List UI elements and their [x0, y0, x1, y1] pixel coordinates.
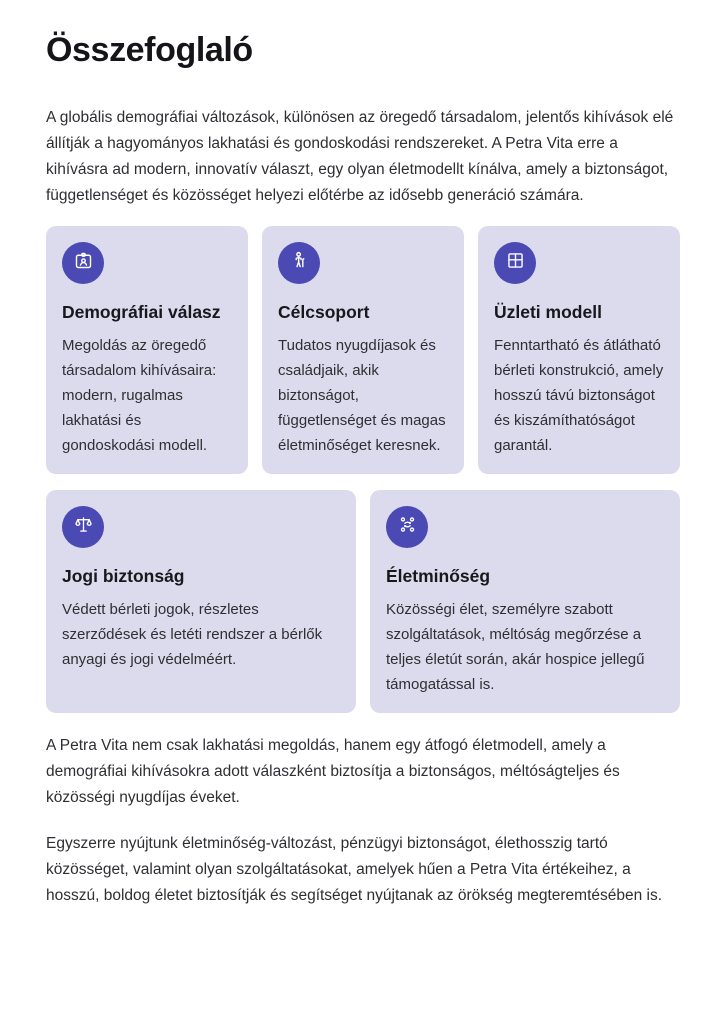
card-title: Demográfiai válasz: [62, 301, 221, 322]
card-icon-circle: [62, 242, 104, 284]
card-body: Fenntartható és átlátható bérleti konstrukció, amely hosszú távú biztonságot és kiszámíthatóságot garantál.: [494, 336, 664, 454]
outro-paragraph-1: A Petra Vita nem csak lakhatási megoldás, hanem egy átfogó életmodell, amely a demográfiai kihívásokra adott válaszként biztosítja a biztonságos, méltóságteljes és közösségi nyugdíjas éveket.: [46, 736, 620, 806]
card-icon-circle: [278, 242, 320, 284]
card-legal-security: [46, 490, 356, 713]
card-business-model: [478, 226, 680, 474]
community-cycle-icon: [397, 514, 418, 540]
card-quality-of-life: [370, 490, 680, 713]
card-title: Életminőség: [386, 565, 491, 586]
card-title: Üzleti modell: [494, 301, 602, 322]
feature-cards-row-2: [46, 490, 680, 713]
card-icon-circle: [386, 506, 428, 548]
scales-of-justice-icon: [73, 514, 94, 540]
card-icon-circle: [494, 242, 536, 284]
card-demographic-answer: [46, 226, 248, 474]
card-body: Megoldás az öregedő társadalom kihívásaira: modern, rugalmas lakhatási és gondoskodási modell.: [62, 336, 217, 454]
card-title: Célcsoport: [278, 301, 370, 322]
outro-paragraph-2: Egyszerre nyújtunk életminőség-változást, pénzügyi biztonságot, élethosszig tartó közösséget, valamint olyan szolgáltatásokat, amelyek hűen a Petra Vita értékeihez, a hosszú, boldog életet biztosítják és segítséget nyújtanak az örökség megteremtésében is.: [46, 834, 663, 904]
page-title: Összefoglaló: [46, 31, 253, 69]
card-title: Jogi biztonság: [62, 565, 185, 586]
elderly-person-icon: [289, 250, 310, 276]
card-target-group: [262, 226, 464, 474]
card-body: Közösségi élet, személyre szabott szolgáltatások, méltóság megőrzése a teljes életút során, akár hospice jellegű támogatással is.: [386, 600, 645, 693]
id-badge-icon: [73, 250, 94, 276]
card-body: Tudatos nyugdíjasok és családjaik, akik biztonságot, függetlenséget és magas életminőséget keresnek.: [278, 336, 446, 454]
intro-paragraph: A globális demográfiai változások, különösen az öregedő társadalom, jelentős kihívások elé állítják a hagyományos lakhatási és gondoskodási rendszereket. A Petra Vita erre a kihívásra ad modern, innovatív választ, egy olyan életmodellt kínálva, amely a biztonságot, függetlenséget és közösséget helyezi előtérbe az idősebb generáció számára.: [46, 108, 674, 204]
window-grid-icon: [505, 250, 526, 276]
card-icon-circle: [62, 506, 104, 548]
card-body: Védett bérleti jogok, részletes szerződések és letéti rendszer a bérlők anyagi és jogi védelméért.: [62, 600, 323, 668]
feature-cards-row-1: [46, 226, 680, 474]
